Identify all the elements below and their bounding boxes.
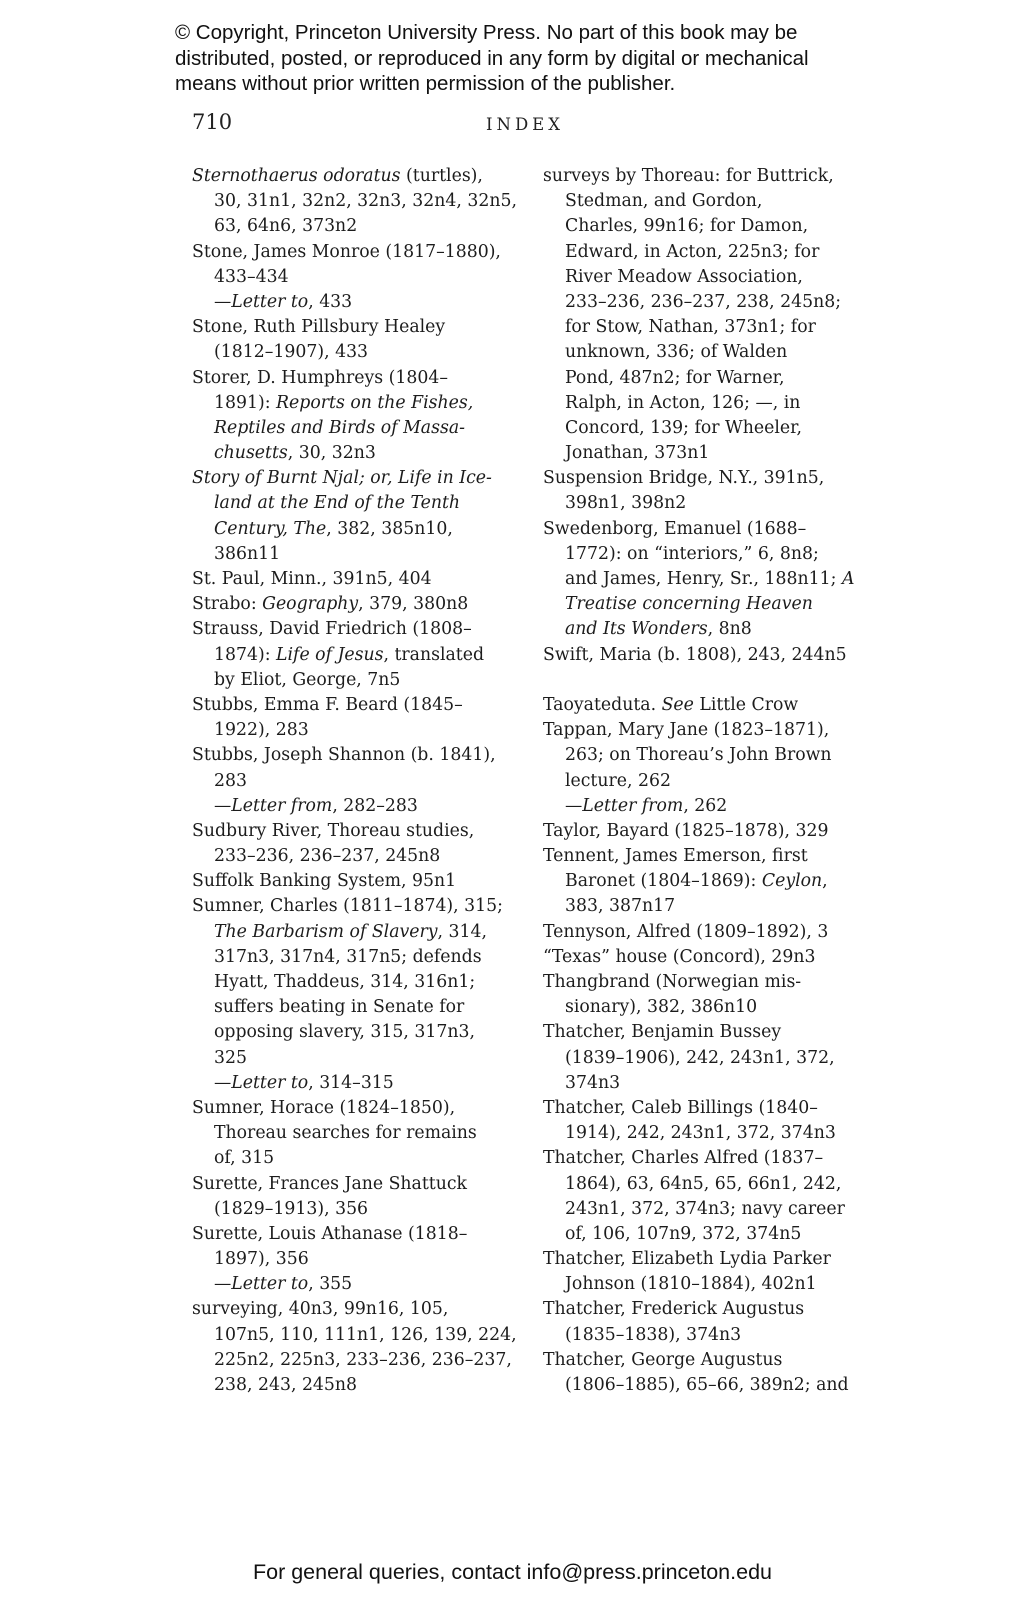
index-entry: Thatcher, Elizabeth Lydia Parker: [543, 1249, 831, 1270]
index-entry-continuation: Jonathan, 373n1: [565, 443, 710, 464]
running-head: INDEX: [486, 115, 564, 134]
index-entry: Suffolk Banking System, 95n1: [192, 871, 457, 892]
index-entry: Stone, James Monroe (1817–1880),: [192, 241, 501, 262]
index-entry-continuation: 386n11: [214, 543, 281, 564]
index-entry-continuation: 433–434: [214, 266, 289, 287]
index-entry-continuation: 374n3: [565, 1072, 621, 1093]
index-entry-continuation: 238, 243, 245n8: [214, 1375, 358, 1395]
index-entry-continuation: 263; on Thoreau’s John Brown: [565, 745, 832, 766]
index-entry-continuation: 30, 31n1, 32n2, 32n3, 32n4, 32n5,: [214, 191, 517, 212]
index-entry-continuation: by Eliot, George, 7n5: [214, 669, 401, 690]
index-entry-continuation: —Letter to, 314–315: [214, 1072, 394, 1093]
index-entry: Stone, Ruth Pillsbury Healey: [192, 317, 446, 338]
index-entry: Storer, D. Humphreys (1804–: [192, 367, 449, 388]
index-entry-continuation: 233–236, 236–237, 245n8: [214, 846, 441, 867]
index-entry: Sumner, Charles (1811–1874), 315;: [192, 896, 503, 917]
index-entry-continuation: (1812–1907), 433: [214, 342, 369, 363]
index-entry-continuation: of, 106, 107n9, 372, 374n5: [565, 1223, 802, 1244]
index-entry-continuation: —Letter from, 262: [565, 795, 728, 816]
index-column-left: [192, 164, 522, 1398]
page-number: 710: [192, 110, 233, 134]
index-entry-continuation: River Meadow Association,: [565, 266, 803, 287]
index-entry-continuation: 225n2, 225n3, 233–236, 236–237,: [214, 1349, 512, 1370]
index-entry: Stubbs, Joseph Shannon (b. 1841),: [192, 745, 496, 766]
index-entry-continuation: sionary), 382, 386n10: [565, 997, 758, 1018]
index-entry: Swedenborg, Emanuel (1688–: [543, 518, 807, 539]
index-entry-continuation: The Barbarism of Slavery, 314,: [214, 921, 487, 942]
index-entry-continuation: of, 315: [214, 1148, 275, 1169]
index-entry-continuation: 1864), 63, 64n5, 65, 66n1, 242,: [565, 1173, 842, 1194]
index-entry-continuation: Johnson (1810–1884), 402n1: [565, 1274, 817, 1295]
index-entry: Suspension Bridge, N.Y., 391n5,: [543, 468, 825, 489]
index-entry-continuation: chusetts, 30, 32n3: [214, 443, 376, 464]
index-entry-continuation: 1897), 356: [214, 1249, 309, 1270]
index-entry-continuation: 317n3, 317n4, 317n5; defends: [214, 946, 482, 967]
index-entry-continuation: Century, The, 382, 385n10,: [214, 518, 453, 539]
index-entry-continuation: and James, Henry, Sr., 188n11; A: [565, 569, 855, 589]
copyright-line: distributed, posted, or reproduced in any form by digital or mechanical: [175, 46, 809, 70]
copyright-line: © Copyright, Princeton University Press. No part of this book may be: [175, 21, 798, 44]
index-entry-continuation: —Letter to, 355: [214, 1274, 353, 1295]
index-entry-continuation: (1829–1913), 356: [214, 1198, 369, 1219]
index-entry: surveying, 40n3, 99n16, 105,: [192, 1299, 449, 1320]
index-entry-continuation: land at the End of the Tenth: [214, 493, 461, 514]
index-entry: Taylor, Bayard (1825–1878), 329: [543, 820, 829, 841]
index-entry: St. Paul, Minn., 391n5, 404: [192, 569, 432, 589]
index-entry: Thangbrand (Norwegian mis-: [543, 972, 802, 992]
index-entry-continuation: —Letter from, 282–283: [214, 795, 418, 816]
index-entry: Thatcher, Charles Alfred (1837–: [543, 1148, 824, 1169]
index-entry-continuation: opposing slavery, 315, 317n3,: [214, 1022, 475, 1043]
index-entry-continuation: Charles, 99n16; for Damon,: [565, 216, 809, 237]
index-entry-continuation: 1922), 283: [214, 720, 309, 741]
index-entry-continuation: Pond, 487n2; for Warner,: [565, 367, 785, 388]
index-entry-continuation: Baronet (1804–1869): Ceylon,: [565, 871, 828, 892]
index-entry: Surette, Louis Athanase (1818–: [192, 1223, 468, 1244]
index-entry-continuation: for Stow, Nathan, 373n1; for: [565, 317, 816, 338]
index-entry: Tennent, James Emerson, first: [543, 846, 808, 867]
index-entry-continuation: Concord, 139; for Wheeler,: [565, 417, 802, 438]
index-entry-continuation: Reptiles and Birds of Massa-: [214, 417, 465, 438]
index-entry-continuation: 233–236, 236–237, 238, 245n8;: [565, 291, 842, 312]
index-entry: Sumner, Horace (1824–1850),: [192, 1097, 456, 1118]
index-entry-continuation: Hyatt, Thaddeus, 314, 316n1;: [214, 972, 476, 992]
index-entry-continuation: 383, 387n17: [565, 896, 676, 917]
index-column-right: [543, 164, 873, 1398]
index-entry: Sternothaerus odoratus (turtles),: [192, 166, 483, 186]
index-entry-continuation: 398n1, 398n2: [565, 493, 687, 514]
index-entry-continuation: 63, 64n6, 373n2: [214, 216, 358, 237]
index-entry: surveys by Thoreau: for Buttrick,: [543, 166, 834, 186]
index-entry: Strauss, David Friedrich (1808–: [192, 619, 472, 640]
index-entry-continuation: 1891): Reports on the Fishes,: [214, 392, 474, 413]
index-entry: Sudbury River, Thoreau studies,: [192, 820, 475, 841]
contact-footer: For general queries, contact info@press.princeton.edu: [252, 1560, 772, 1584]
index-entry-continuation: (1835–1838), 374n3: [565, 1324, 742, 1345]
index-entry-continuation: 1874): Life of Jesus, translated: [214, 644, 485, 665]
index-entry: Strabo: Geography, 379, 380n8: [192, 594, 469, 615]
index-entry: Thatcher, Benjamin Bussey: [543, 1022, 782, 1043]
index-entry-continuation: Ralph, in Acton, 126; —, in: [565, 392, 801, 413]
index-entry-continuation: unknown, 336; of Walden: [565, 342, 788, 363]
index-entry: Surette, Frances Jane Shattuck: [192, 1173, 468, 1194]
copyright-line: means without prior written permission of the publisher.: [175, 72, 676, 95]
index-entry: “Texas” house (Concord), 29n3: [543, 946, 816, 967]
index-entry-continuation: 283: [214, 770, 247, 791]
index-entry-continuation: suffers beating in Senate for: [214, 997, 465, 1018]
index-entry-continuation: Stedman, and Gordon,: [565, 191, 763, 212]
index-entry-continuation: 325: [214, 1047, 247, 1068]
index-entry: Stubbs, Emma F. Beard (1845–: [192, 694, 463, 715]
index-entry-continuation: (1806–1885), 65–66, 389n2; and: [565, 1375, 849, 1395]
index-entry: Thatcher, George Augustus: [543, 1349, 783, 1370]
letter-break: [543, 668, 873, 693]
index-entry-continuation: —Letter to, 433: [214, 291, 353, 312]
index-entry-continuation: 107n5, 110, 111n1, 126, 139, 224,: [214, 1324, 517, 1345]
index-entry: Taoyateduta. See Little Crow: [543, 694, 799, 715]
index-entry-continuation: (1839–1906), 242, 243n1, 372,: [565, 1047, 835, 1068]
index-entry-continuation: 243n1, 372, 374n3; navy career: [565, 1198, 845, 1219]
index-entry: Swift, Maria (b. 1808), 243, 244n5: [543, 644, 847, 665]
index-entry-continuation: Thoreau searches for remains: [214, 1123, 477, 1144]
index-entry: Thatcher, Caleb Billings (1840–: [543, 1097, 818, 1118]
index-entry-continuation: Edward, in Acton, 225n3; for: [565, 241, 820, 262]
index-entry-continuation: 1914), 242, 243n1, 372, 374n3: [565, 1123, 836, 1144]
index-entry-continuation: Treatise concerning Heaven: [565, 594, 813, 615]
copyright-notice: [175, 20, 875, 97]
index-entry: Tennyson, Alfred (1809–1892), 3: [543, 921, 829, 942]
index-entry: Tappan, Mary Jane (1823–1871),: [543, 720, 830, 741]
index-entry-continuation: and Its Wonders, 8n8: [565, 619, 752, 640]
index-entry-continuation: lecture, 262: [565, 770, 671, 791]
index-entry: Story of Burnt Njal; or, Life in Ice-: [192, 468, 492, 489]
index-entry: Thatcher, Frederick Augustus: [543, 1299, 805, 1320]
index-entry-continuation: 1772): on “interiors,” 6, 8n8;: [565, 543, 819, 564]
